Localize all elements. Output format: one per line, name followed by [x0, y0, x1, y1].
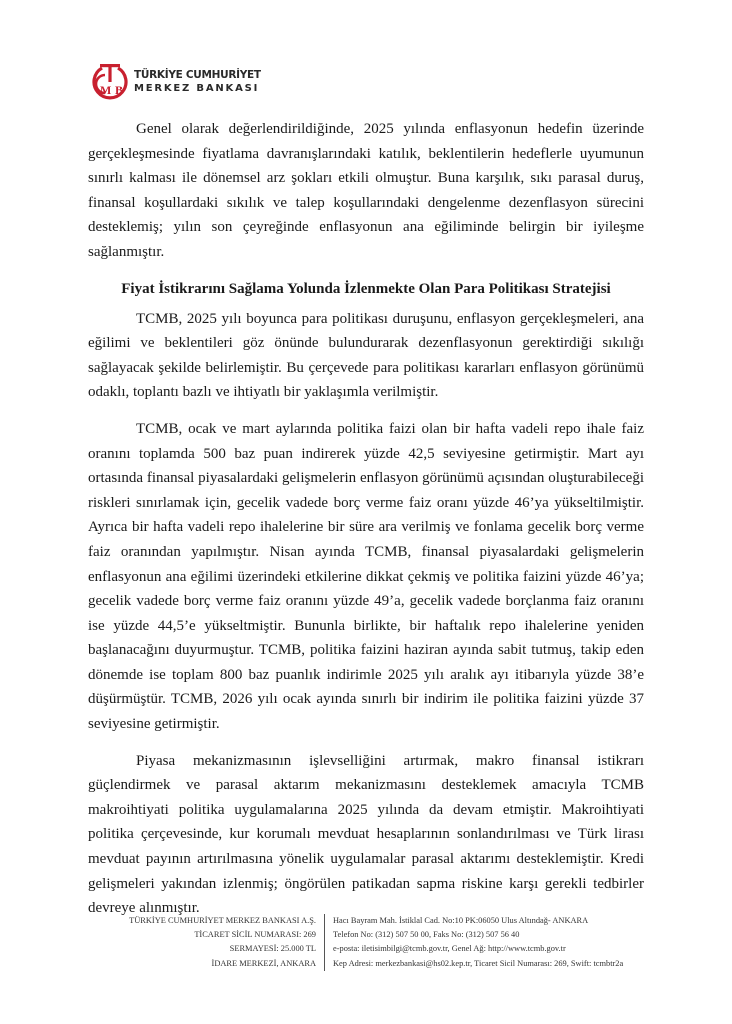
footer-company-name: TÜRKİYE CUMHURİYET MERKEZ BANKASI A.Ş. [129, 916, 316, 925]
footer-email-web[interactable]: e-posta: iletisimbilgi@tcmb.gov.tr, Genel Ağ: http://www.tcmb.gov.tr [333, 944, 566, 954]
footer-headquarters: İDARE MERKEZİ, ANKARA [211, 958, 316, 968]
footer-company-info [88, 914, 325, 971]
svg-text:B: B [115, 83, 124, 97]
tcmb-logo-icon [88, 62, 132, 102]
document-body [88, 117, 644, 933]
section-title: Fiyat İstikrarını Sağlama Yolunda İzlenmekte Olan Para Politikası Stratejisi [121, 280, 611, 297]
footer-address: Hacı Bayram Mah. İstiklal Cad. No:10 PK:06050 Ulus Altındağ- ANKARA [333, 916, 589, 925]
paragraph-policy-stance: TCMB, 2025 yılı boyunca para politikası duruşunu, enflasyon gerçekleşmeleri, ana eğilimi ve beklentileri göz önünde bulundurarak dezenflasyonun gerektirdiği sıkılığı sağlayacak şekilde belirlemiştir. Bu çerçevede para politikası kararları enflasyon görünümü odaklı, toplantı bazlı ve ihtiyatlı bir yaklaşımla verilmiştir. [88, 310, 644, 401]
paragraph-interest-rates: TCMB, ocak ve mart aylarında politika faizi olan bir hafta vadeli repo ihale faiz oranını toplamda 500 baz puan indirerek yüzde 42,5 seviyesine getirmiştir. Mart ayı ortasında finansal piyasalardaki gelişmelerin enflasyon görünümü açısından oluşturabileceği riskleri sınırlamak için, gecelik vadede borç verme faiz oranı yüzde 46’ya yükseltilmiştir. Ayrıca bir hafta vadeli repo ihalelerine bir süre ara verilmiş ve fonlama gecelik borç verme faiz oranından yapılmıştır. Nisan ayında TCMB, finansal piyasalardaki gelişmelerin enflasyonun ana eğilimi üzerindeki etkilerine dikkat çekmiş ve politika faizini yüzde 46’ya; gecelik vadede borç verme faiz oranını yüzde 49’a, gecelik vadede borçlanma faiz oranını ise yüzde 44,5’e yükseltmiştir. Bununla birlikte, bir haftalık repo ihalelerine yeniden başlanacağını duyurmuştur. TCMB, politika faizini haziran ayında sabit tutmuş, takip eden dönemde ise toplam 800 baz puanlık indirimle 2025 yılı aralık ayı itibarıyla yüzde 38’e düşürmüştür. TCMB, 2026 yılı ocak ayında sınırlı bir indirim ile politika faizini yüzde 37 seviyesine getirmiştir. [88, 420, 644, 733]
paragraph-summary: Genel olarak değerlendirildiğinde, 2025 yılında enflasyonun hedefin üzerinde gerçekleşmesinde fiyatlama davranışlarındaki katılık, beklentilerin hedeflerle uyumunun sınırlı kalması ile dönemsel arz şokları etkili olmuştur. Buna karşılık, sıkı parasal duruş, finansal koşullardaki sıkılık ve talep koşullarındaki dengelenme dezenflasyon sürecini desteklemiş; yılın son çeyreğinde enflasyonun ana eğiliminde belirgin bir iyileşme sağlanmıştır. [88, 121, 644, 260]
footer-trade-registry: TİCARET SİCİL NUMARASI: 269 [194, 930, 316, 940]
bank-name-line2: MERKEZ BANKASI [134, 83, 260, 94]
footer-phone-fax: Telefon No: (312) 507 50 00, Faks No: (312) 507 56 40 [333, 930, 520, 940]
bank-name [134, 69, 261, 95]
svg-text:M: M [100, 83, 112, 97]
footer [88, 914, 648, 971]
footer-capital: SERMAYESİ: 25.000 TL [229, 944, 316, 954]
footer-contact-info [325, 914, 623, 971]
bank-name-line1: TÜRKİYE CUMHURİYET [134, 69, 261, 81]
letterhead [88, 62, 261, 102]
paragraph-macroprudential: Piyasa mekanizmasının işlevselliğini artırmak, makro finansal istikrarı güçlendirmek ve parasal aktarım mekanizmasını desteklemek amacıyla TCMB makroihtiyati politika uygulamalarına 2025 yılında da devam etmiştir. Makroihtiyati politika çerçevesinde, kur korumalı mevduat hesaplarının sonlandırılması ve Türk lirası mevduat payının artırılmasına yönelik uygulamalar parasal aktarımı desteklemiştir. Kredi gelişmeleri yakından izlenmiş; öngörülen patikadan sapma riskine karşı gerekli tedbirler devreye alınmıştır. [88, 752, 644, 917]
footer-kep-swift: Kep Adresi: merkezbankasi@hs02.kep.tr, Ticaret Sicil Numarası: 269, Swift: tcmbtr2a [333, 958, 624, 968]
